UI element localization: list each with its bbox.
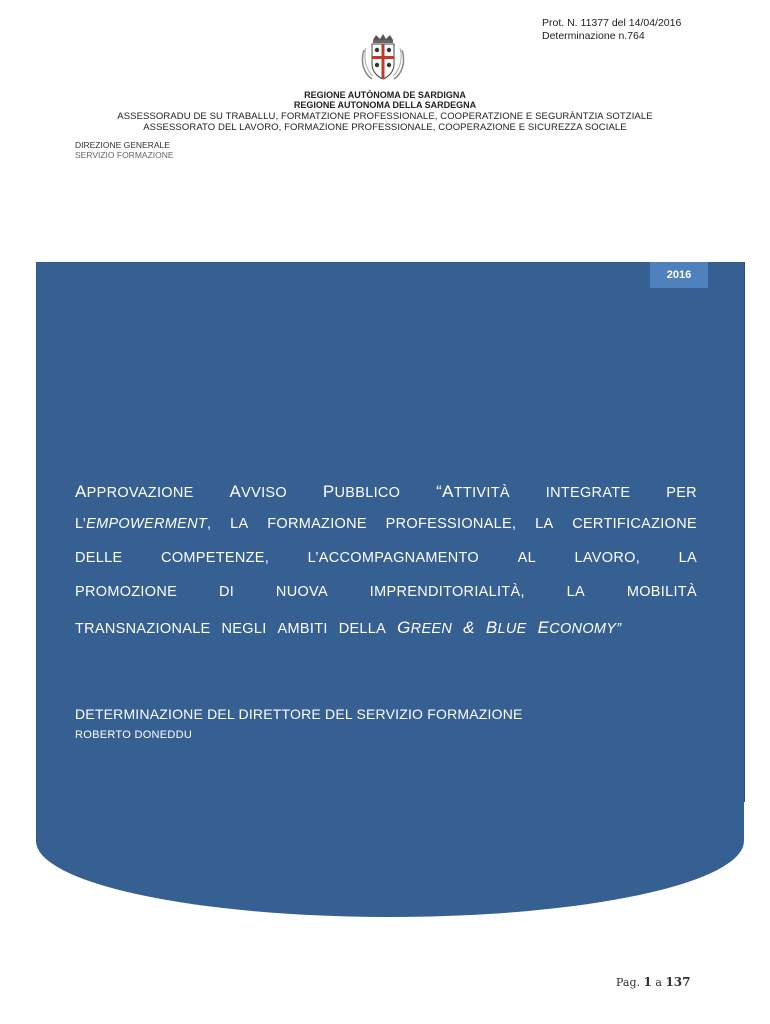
title-word: FORMAZIONE xyxy=(267,516,367,532)
cover-panel xyxy=(36,262,744,917)
region-name-italian: REGIONE AUTONOMA DELLA SARDEGNA xyxy=(293,100,477,110)
title-word: DI xyxy=(218,584,235,600)
title-word: DELLA xyxy=(338,621,387,637)
determination-title: DETERMINAZIONE DEL DIRETTORE DEL SERVIZIO FORMAZIONE xyxy=(75,706,523,722)
servizio-label: SERVIZIO FORMAZIONE xyxy=(75,150,174,160)
title-line xyxy=(75,618,697,652)
protocol-number: Prot. N. 11377 del 14/04/2016 xyxy=(542,17,682,29)
assessorato-sardinian: ASSESSORADU DE SU TRABALLU, FORMATZIONE PROFESSIONALE, COOPERATZIONE E SEGURÀNTZIA SOTZIALE xyxy=(117,111,653,122)
title-word: PROMOZIONE xyxy=(75,584,178,600)
region-name-sardinian: REGIONE AUTÒNOMA DE SARDIGNA xyxy=(304,90,466,100)
title-word: LAVORO, xyxy=(574,550,641,566)
title-word: LA xyxy=(230,516,249,532)
title-word: PROFESSIONALE, xyxy=(385,516,517,532)
determination-number: Determinazione n.764 xyxy=(542,30,645,42)
title-word: LA xyxy=(566,584,585,600)
region-names xyxy=(0,90,770,110)
title-word: PER xyxy=(666,485,697,501)
current-page: 1 xyxy=(643,975,652,989)
direzione-label: DIREZIONE GENERALE xyxy=(75,140,170,150)
title-word: AVVISO xyxy=(229,482,287,501)
title-word: LA xyxy=(535,516,554,532)
protocol-block xyxy=(542,17,681,43)
page-of-label: a xyxy=(655,976,662,989)
title-word: APPROVAZIONE xyxy=(75,482,194,501)
document-title xyxy=(75,482,697,652)
title-word: INTEGRATE xyxy=(545,485,631,501)
title-word: MOBILITÀ xyxy=(626,584,697,600)
title-word: PUBBLICO xyxy=(322,482,401,501)
department-block xyxy=(75,140,174,160)
title-word: BLUE xyxy=(485,618,527,637)
total-pages: 137 xyxy=(665,975,691,989)
title-word: COMPETENZE, xyxy=(161,550,270,566)
title-word: L’ACCOMPAGNAMENTO xyxy=(307,550,480,566)
director-name: ROBERTO DONEDDU xyxy=(75,729,193,741)
title-word: “ATTIVITÀ xyxy=(436,482,510,501)
title-word: TRANSNAZIONALE xyxy=(75,621,211,637)
title-line xyxy=(75,482,697,516)
title-word: GREEN xyxy=(397,618,453,637)
page-counter xyxy=(616,975,691,989)
title-word: AL xyxy=(517,550,536,566)
year-badge: 2016 xyxy=(650,262,708,288)
title-word: NEGLI xyxy=(221,621,267,637)
assessorato-italian: ASSESSORATO DEL LAVORO, FORMAZIONE PROFESSIONALE, COOPERAZIONE E SICUREZZA SOCIALE xyxy=(143,122,627,133)
title-word: ECONOMY” xyxy=(537,618,622,637)
title-word: IMPRENDITORIALITÀ, xyxy=(369,584,525,600)
page-label: Pag. xyxy=(616,976,641,989)
title-word: DELLE xyxy=(75,550,123,566)
title-word: NUOVA xyxy=(275,584,328,600)
title-word: L’EMPOWERMENT, xyxy=(75,516,212,532)
title-word: CERTIFICAZIONE xyxy=(572,516,697,532)
region-seal-icon xyxy=(358,32,408,84)
title-line xyxy=(75,584,697,618)
title-word: LA xyxy=(678,550,697,566)
assessorato-names xyxy=(0,111,770,133)
title-line xyxy=(75,516,697,550)
title-word: AMBITI xyxy=(277,621,328,637)
title-word: & xyxy=(463,618,475,637)
title-line xyxy=(75,550,697,584)
